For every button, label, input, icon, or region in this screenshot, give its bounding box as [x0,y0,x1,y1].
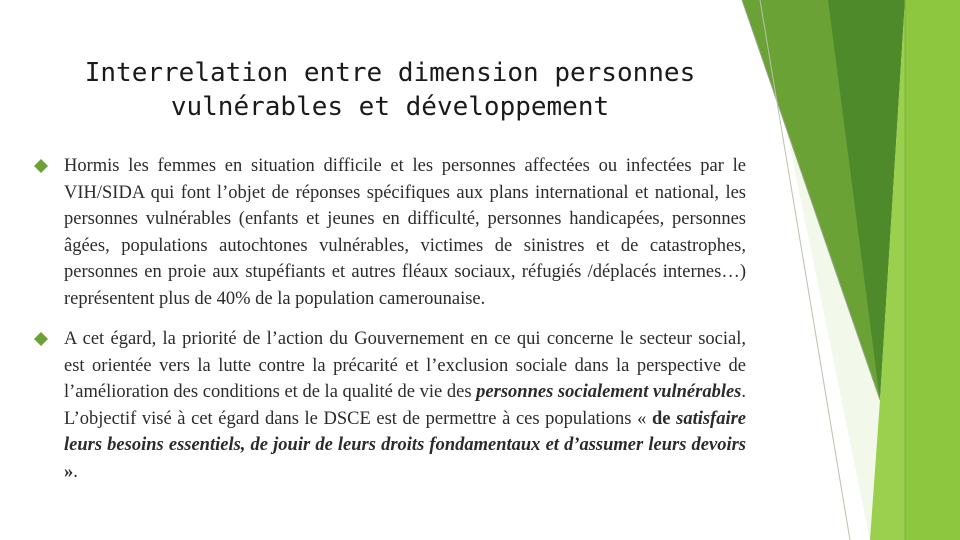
bullet-2-part-3: . [73,461,78,482]
bullet-item-1 [34,153,746,312]
green-diamond-icon [34,326,64,351]
bullet-2-emphasis-1: personnes socialement vulnérables [476,382,742,402]
bullet-2-bold-1: de [652,408,677,429]
bullet-text-2 [64,326,746,485]
slide-title [40,56,740,124]
title-line-2: vulnérables et développement [170,92,610,122]
bullet-text-1: Hormis les femmes en situation difficile et les personnes affectées ou infectées par le VIH/SIDA qui font l’objet de réponses spécifiques aux plans international et national, les personnes vulnérables (enfants et jeunes en difficulté, personnes handicapées, personnes âgées, populations autochtones vulnérables, victimes de sinistres et de catastrophes, personnes en proie aux stupéfiants et autres fléaux sociaux, réfugiés /déplacés internes…) représentent plus de 40% de la population camerounaise. [64,156,746,309]
facet-light [905,0,960,540]
bullet-2-bold-2: » [64,461,74,482]
bullet-2-part-2: . L’objectif visé à cet égard dans le DSCE est de permettre à ces populations « [64,382,746,429]
bullet-2-emphasis-2: satisfaire leurs besoins essentiels, de jouir de leurs droits fondamentaux et d’assumer leurs devoirs [64,408,747,455]
bullet-list [34,153,746,485]
bullet-item-2 [34,326,746,485]
title-line-1: Interrelation entre dimension personnes [84,58,696,88]
green-diamond-icon [34,153,64,178]
bullet-2-part-1: A cet égard, la priorité de l’action du Gouvernement en ce qui concerne le secteur social, est orientée vers la lutte contre la précarité et l’exclusion sociale dans la perspective de l’amélioration des conditions et de la qualité de vie des [64,329,746,402]
